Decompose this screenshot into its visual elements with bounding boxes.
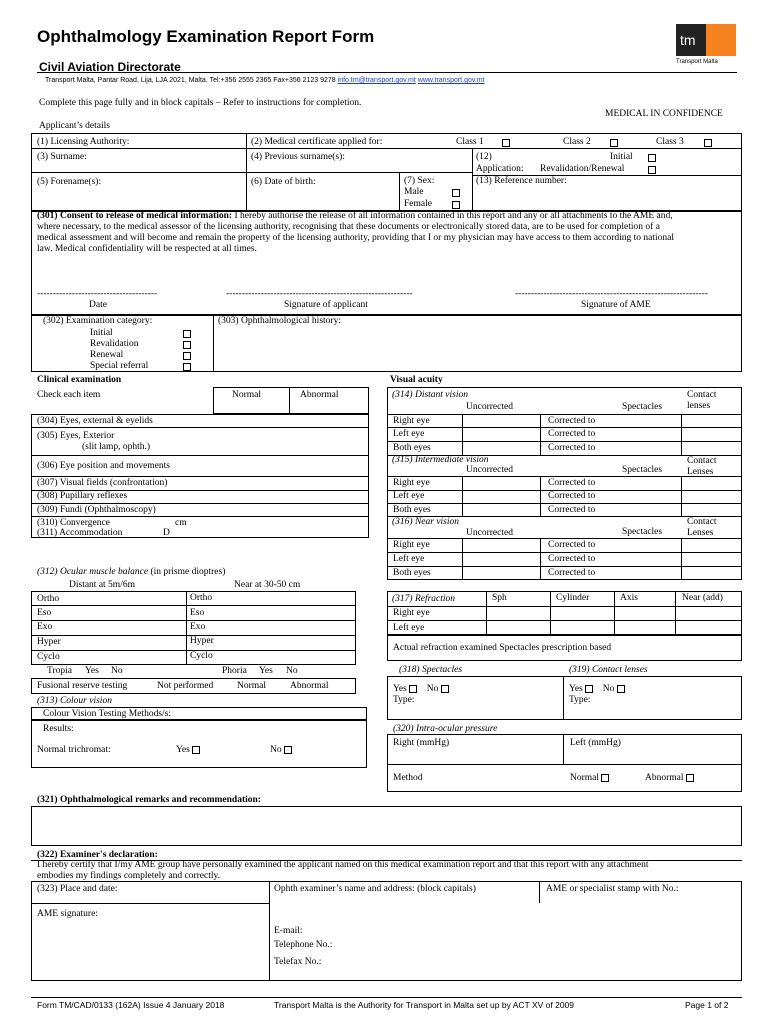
divider (387, 552, 742, 553)
divider (539, 881, 540, 903)
divider (31, 476, 369, 477)
stamp-label: AME or specialist stamp with No.: (546, 884, 679, 894)
near-vision-label: (316) Near vision (392, 517, 460, 527)
declaration-line1: I hereby certify that I/my AME group have personally examined the applicant named on this medical examination report and that this report with any attachment (37, 860, 649, 870)
divider (31, 427, 369, 428)
date-dash: -------------------------------------- (37, 289, 158, 299)
remarks-field[interactable] (31, 806, 742, 846)
divider (540, 414, 541, 455)
distant-vision-label: (314) Distant vision (392, 390, 468, 400)
female-checkbox[interactable] (452, 201, 460, 209)
divider (387, 476, 742, 477)
divider (675, 591, 676, 635)
address-line (45, 76, 485, 85)
spectacles-318-label: (318) Spectacles (399, 665, 463, 675)
spectacles-yes-no (393, 684, 449, 695)
divider (246, 133, 247, 211)
trichromat-no (270, 745, 292, 756)
phoria-yes[interactable]: Yes (259, 666, 273, 676)
fusional-not-performed[interactable]: Not performed (157, 681, 214, 691)
medical-cert-label: (2) Medical certificate applied for: (251, 137, 383, 147)
dob-label: (6) Date of birth: (251, 177, 316, 187)
near-both-eyes: Both eyes (393, 568, 431, 578)
distant-eso: Eso (37, 608, 52, 618)
instruction-text: Complete this page fully and in block capitals – Refer to instructions for completion. (39, 98, 362, 108)
category-renewal-checkbox[interactable] (183, 352, 191, 360)
male-label: Male (404, 187, 424, 197)
near-header: Near at 30-50 cm (234, 580, 301, 590)
divider (31, 503, 369, 504)
tropia-label: Tropia (47, 666, 72, 676)
muscle-balance-title: (312) Ocular muscle balance (37, 567, 149, 577)
contacts-yes-no (569, 684, 625, 695)
intermediate-both-eyes: Both eyes (393, 505, 431, 515)
visual-acuity-heading: Visual acuity (390, 375, 443, 385)
abnormal-header: Abnormal (300, 390, 339, 400)
logo (676, 24, 736, 56)
item-307: (307) Visual fields (confrontation) (37, 478, 168, 488)
spectacles-yes-label: Yes (393, 684, 407, 694)
revalidation-checkbox[interactable] (648, 166, 656, 174)
distant-hyper: Hyper (37, 637, 61, 647)
near-hyper: Hyper (190, 636, 214, 646)
iop-normal (570, 773, 609, 784)
divider (681, 538, 682, 580)
email-label: E-mail: (274, 926, 303, 936)
distant-ortho: Ortho (37, 594, 60, 604)
examiner-label: Ophth examiner’s name and address: (block capitals) (274, 884, 476, 894)
lenses-label: Lenses (687, 467, 714, 477)
divider (31, 455, 369, 456)
contacts-yes-checkbox[interactable] (585, 685, 593, 693)
initial-checkbox[interactable] (648, 154, 656, 162)
divider (462, 414, 463, 455)
iop-abnormal-checkbox[interactable] (686, 774, 694, 782)
application-number-label: (12) (476, 152, 492, 162)
telephone-label: Telephone No.: (274, 940, 333, 950)
consent-line2: where necessary, to the medical assessor of the licensing authority, recognising that these documents or electronically stored data, are to be used for completion of a (37, 222, 660, 232)
consent-line3: medical assessment and will become and remain the property of the licensing authority, providing that I or my physician may have access to them according to national (37, 233, 675, 243)
spectacles-label: Spectacles (622, 465, 663, 475)
divider (681, 414, 682, 455)
muscle-balance-label (37, 567, 225, 578)
class2-checkbox[interactable] (610, 139, 618, 147)
near-left-eye: Left eye (393, 554, 425, 564)
divider (387, 441, 742, 442)
place-date-label: (323) Place and date: (37, 884, 118, 894)
divider (540, 476, 541, 516)
divider (186, 591, 187, 665)
declaration-line2: embodies my findings completely and correctly. (37, 871, 221, 881)
divider (387, 606, 742, 607)
spectacles-yes-checkbox[interactable] (409, 685, 417, 693)
category-special: Special referral (90, 361, 149, 371)
category-initial: Initial (90, 328, 113, 338)
directorate-subtitle: Civil Aviation Directorate (39, 60, 181, 74)
ame-signature-label: Signature of AME (581, 300, 651, 310)
item-311: (311) Accommodation (37, 528, 123, 538)
iop-right-label: Right (mmHg) (393, 738, 450, 748)
uncorrected-label: Uncorrected (466, 402, 513, 412)
distant-left-corrected: Corrected to (548, 429, 596, 439)
refraction-label: (317) Refraction (392, 594, 456, 604)
fusional-abnormal[interactable]: Abnormal (290, 681, 329, 691)
intermediate-vision-label: (315) Intermediate vision (392, 455, 489, 465)
initial-label: Initial (610, 152, 633, 162)
page-title: Ophthalmology Examination Report Form (37, 27, 375, 46)
category-renewal: Renewal (90, 350, 124, 360)
female-label: Female (404, 199, 432, 209)
ame-signature-field-label: AME signature: (37, 909, 98, 919)
logo-orange-block (706, 24, 736, 56)
contact-label: Contact (687, 456, 717, 466)
male-checkbox[interactable] (452, 189, 460, 197)
category-initial-checkbox[interactable] (183, 330, 191, 338)
consent-label: (301) Consent to release of medical information: (37, 211, 233, 221)
header-divider (37, 72, 737, 73)
category-special-checkbox[interactable] (183, 363, 191, 371)
colour-methods-label: Colour Vision Testing Methods/s: (43, 709, 171, 719)
divider (387, 414, 742, 415)
reference-label: (13) Reference number: (476, 176, 567, 186)
distant-both-eyes: Both eyes (393, 443, 431, 453)
forenames-label: (5) Forename(s): (37, 177, 102, 187)
divider (289, 387, 290, 414)
revalidation-renewal-label: Revalidation/Renewal (540, 164, 625, 174)
spectacles-contacts-block (387, 676, 742, 720)
divider (540, 538, 541, 580)
item-304: (304) Eyes, external & eyelids (37, 416, 153, 426)
iop-abnormal (645, 773, 694, 784)
email-link[interactable]: info.tm@transport.gov.mt (337, 77, 416, 84)
divider (387, 427, 742, 428)
phoria-no[interactable]: No (286, 666, 298, 676)
uncorrected-label: Uncorrected (466, 465, 513, 475)
divider (681, 476, 682, 516)
page-number: Page 1 of 2 (685, 1000, 729, 1010)
divider (387, 566, 742, 567)
distant-cyclo: Cyclo (37, 652, 60, 662)
spectacles-no-label: No (426, 684, 439, 694)
divider (462, 538, 463, 580)
class1-label: Class 1 (456, 137, 484, 147)
tropia-no[interactable]: No (111, 666, 123, 676)
declaration-label: (322) Examiner's declaration: (37, 850, 158, 860)
item-305: (305) Eyes, Exterior (37, 431, 115, 441)
colour-vision-label: (313) Colour vision (37, 696, 112, 706)
item-309: (309) Fundi (Ophthalmoscopy) (37, 505, 156, 515)
application-label: Application: (476, 164, 524, 174)
contacts-no-label: No (602, 684, 615, 694)
divider (462, 476, 463, 516)
sex-label: (7) Sex: (404, 176, 435, 186)
previous-surnames-label: (4) Previous surname(s): (251, 152, 345, 162)
intermediate-right-corrected: Corrected to (548, 478, 596, 488)
logo-text: tm (680, 32, 696, 48)
fusional-normal[interactable]: Normal (237, 681, 267, 691)
refraction-right-eye: Right eye (393, 608, 430, 618)
divider (614, 591, 615, 635)
divider (387, 620, 742, 621)
category-revalidation: Revalidation (90, 339, 139, 349)
near-eso: Eso (190, 608, 205, 618)
divider (269, 881, 270, 981)
web-link[interactable]: www.transport.gov.mt (417, 77, 485, 84)
trichromat-yes-label: Yes (176, 745, 190, 755)
class3-checkbox[interactable] (704, 139, 712, 147)
licensing-authority-label: (1) Licensing Authority: (37, 137, 130, 147)
class1-checkbox[interactable] (502, 139, 510, 147)
divider (563, 734, 564, 764)
axis-header: Axis (620, 593, 638, 603)
consent-text1: I hereby authorise the release of all information contained in this report and any or all attachments to the AME and, (232, 211, 673, 221)
footer-divider (31, 997, 742, 998)
trichromat-no-label: No (270, 745, 282, 755)
spectacles-label: Spectacles (622, 402, 663, 412)
divider (31, 148, 742, 149)
spectacles-no-checkbox[interactable] (441, 685, 449, 693)
near-left-corrected: Corrected to (548, 554, 596, 564)
sph-header: Sph (492, 593, 507, 603)
address-text: Transport Malta, Pantar Road, Lija, LJA 2021, Malta. Tel:+356 2555 2365 Fax+356 2123 9278 (45, 77, 336, 84)
distant-right-eye: Right eye (393, 416, 430, 426)
fusional-label: Fusional reserve testing (37, 681, 128, 691)
divider (472, 148, 473, 211)
contacts-type-label: Type: (569, 695, 591, 705)
divider (31, 620, 356, 621)
near-right-eye: Right eye (393, 540, 430, 550)
clinical-heading: Clinical examination (37, 375, 122, 385)
lenses-label: Lenses (687, 528, 714, 538)
applicant-signature-label: Signature of applicant (284, 300, 368, 310)
iop-normal-checkbox[interactable] (601, 774, 609, 782)
tropia-yes[interactable]: Yes (85, 666, 99, 676)
category-revalidation-checkbox[interactable] (183, 341, 191, 349)
telefax-label: Telefax No.: (274, 957, 322, 967)
refraction-left-eye: Left eye (393, 623, 425, 633)
logo-caption: Transport Malta (676, 59, 718, 65)
trichromat-label: Normal trichromat: (37, 745, 111, 755)
divider (550, 591, 551, 635)
date-label: Date (89, 300, 107, 310)
divider (387, 538, 742, 539)
muscle-balance-unit: (in prisme dioptres) (148, 567, 226, 577)
declaration-block (31, 881, 742, 981)
contact-label: Contact (687, 390, 717, 400)
surname-label: (3) Surname: (37, 152, 87, 162)
exam-category-label: (302) Examination category: (43, 316, 153, 326)
item-305-sub: (slit lamp, ophth.) (82, 442, 151, 452)
divider (399, 172, 400, 211)
divider (31, 605, 356, 606)
applicant-sig-dash: ----------------------------------------------------------- (226, 289, 413, 299)
distant-right-corrected: Corrected to (548, 416, 596, 426)
spectacles-label: Spectacles (622, 527, 663, 537)
near-ortho: Ortho (190, 593, 213, 603)
lenses-label: lenses (687, 401, 711, 411)
iop-abnormal-label: Abnormal (645, 773, 684, 783)
consent-line4: law. Medical confidentiality will be respected at all times. (37, 244, 257, 254)
normal-header: Normal (232, 390, 262, 400)
iop-method-label: Method (393, 773, 423, 783)
history-label: (303) Ophthalmological history: (218, 316, 341, 326)
colour-results-label: Results: (43, 724, 74, 734)
class2-label: Class 2 (563, 137, 591, 147)
ame-sig-dash: ------------------------------------------------------------- (515, 289, 708, 299)
divider (31, 516, 369, 517)
iop-normal-label: Normal (570, 773, 600, 783)
confidential-label: MEDICAL IN CONFIDENCE (605, 109, 723, 119)
trichromat-yes-checkbox[interactable] (192, 746, 200, 754)
near-right-corrected: Corrected to (548, 540, 596, 550)
check-each-label: Check each item (37, 390, 101, 400)
contacts-yes-label: Yes (569, 684, 583, 694)
iop-left-label: Left (mmHg) (570, 738, 621, 748)
item-310: (310) Convergence (37, 518, 110, 528)
distant-header: Distant at 5m/6m (69, 580, 135, 590)
contacts-319-label: (319) Contact lenses (569, 665, 648, 675)
consent-line1 (37, 211, 673, 222)
near-exo: Exo (190, 622, 206, 632)
item-308: (308) Pupillary reflexes (37, 491, 128, 501)
distant-left-eye: Left eye (393, 429, 425, 439)
phoria-label: Phoria (222, 666, 247, 676)
authority-text: Transport Malta is the Authority for Transport in Malta set up by ACT XV of 2009 (274, 1000, 575, 1010)
divider (563, 676, 564, 720)
cm-label: cm (175, 518, 187, 528)
divider (213, 315, 214, 372)
uncorrected-label: Uncorrected (466, 528, 513, 538)
divider (387, 503, 742, 504)
intermediate-left-eye: Left eye (393, 491, 425, 501)
colour-results-block (31, 720, 367, 768)
intermediate-left-corrected: Corrected to (548, 491, 596, 501)
near-cyclo: Cyclo (190, 651, 213, 661)
remarks-label: (321) Ophthalmological remarks and recommendation: (37, 795, 261, 805)
d-label: D (163, 528, 170, 538)
trichromat-no-checkbox[interactable] (284, 746, 292, 754)
divider (31, 903, 269, 904)
contacts-no-checkbox[interactable] (617, 685, 625, 693)
intermediate-right-eye: Right eye (393, 478, 430, 488)
near-both-corrected: Corrected to (548, 568, 596, 578)
actual-refraction-label: Actual refraction examined Spectacles prescription based (393, 643, 612, 653)
item-306: (306) Eye position and movements (37, 461, 170, 471)
class3-label: Class 3 (656, 137, 684, 147)
spectacles-type-label: Type: (393, 695, 415, 705)
form-id: Form TM/CAD/0133 (162A) Issue 4 January 2018 (37, 1000, 225, 1010)
trichromat-yes (176, 745, 200, 756)
cylinder-header: Cylinder (556, 593, 590, 603)
distant-exo: Exo (37, 622, 53, 632)
divider (486, 591, 487, 635)
intermediate-both-corrected: Corrected to (548, 505, 596, 515)
iop-label: (320) Intra-ocular pressure (393, 724, 498, 734)
distant-both-corrected: Corrected to (548, 443, 596, 453)
applicant-details-label: Applicant’s details (39, 121, 110, 131)
divider (387, 764, 742, 765)
divider (31, 172, 472, 173)
remarks-heading (37, 795, 261, 806)
contact-label: Contact (687, 517, 717, 527)
near-add-header: Near (add) (682, 593, 723, 603)
